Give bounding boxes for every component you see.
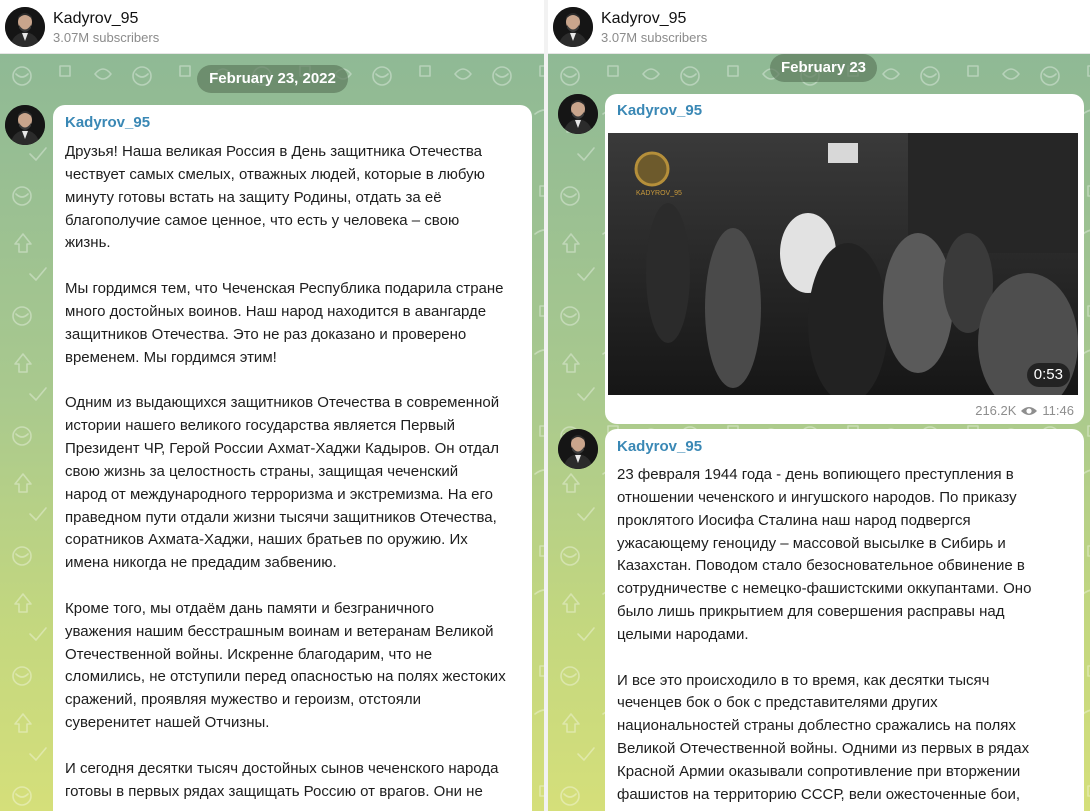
channel-header[interactable] [548, 0, 1090, 54]
eye-icon [1020, 405, 1038, 417]
date-pill: February 23 [770, 54, 877, 82]
channel-panel-right [548, 0, 1090, 811]
channel-name[interactable]: Kadyrov_95 [601, 10, 687, 27]
channel-name[interactable]: Kadyrov_95 [53, 10, 139, 27]
subscriber-count: 3.07M subscribers [53, 30, 160, 45]
video-post-bubble [605, 94, 1084, 424]
post-time: 11:46 [1042, 403, 1074, 418]
channel-avatar[interactable] [5, 7, 45, 47]
message-avatar[interactable] [558, 94, 598, 134]
chat-background [548, 54, 1090, 811]
channel-panel-left [0, 0, 544, 811]
date-pill: February 23, 2022 [197, 65, 348, 93]
message-avatar[interactable] [558, 429, 598, 469]
video-watermark: KADYROV_95 [636, 190, 682, 197]
avatar-icon [558, 94, 598, 134]
view-count: 216.2K [975, 403, 1017, 418]
video-player[interactable] [608, 133, 1078, 395]
video-duration: 0:53 [1027, 363, 1070, 387]
message-text: 23 февраля 1944 года - день вопиющего преступления в отношении чеченского и ингушского народов. По приказу проклятого Иосифа Сталина наш народ подвергся ужасающему геноциду – массовой высылке в Сибирь и Казахстан. Поводом стало безосновательное обвинение в сотрудничестве с немецко-фашистскими оккупантами. Оно было лишь прикрытием для совершения расправы над целыми народами. И все это происходило в то время, как десятки тысяч чеченцев бок о бок с представителями других национальностей страны доблестно сражались на полях Великой Отечественной войны. Одними из первых в рядах Красной Армии оказывали сопротивление при вторжении фашистов на территорию СССР, вели ожесточенные бои, [617, 466, 1032, 803]
message-text: Друзья! Наша великая Россия в День защитника Отечества чествует самых смелых, отважных людей, которые в любую минуту готовы встать на защиту Родины, отдать за её благополучие самое ценное, что есть у человека – свою жизнь. Мы гордимся тем, что Чеченская Республика подарила стране много достойных воинов. Наш народ находится в авангарде защитников Отечества. Это не раз доказано и проверено временем. Мы гордимся этим! Одним из выдающихся защитников Отечества в современной истории нашего великого государства является Первый Президент ЧР, Герой России Ахмат-Хаджи Кадыров. Он отдал свою жизнь за целостность страны, защищая чеченский народ от международного терроризма и экстремизма. На его праведном пути отдали жизни тысячи защитников Отечества, соратников Ахмата-Хаджи, наших братьев по оружию. Их имена никогда не предадим забвению. Кроме того, мы отдаём дань памяти и безграничного уважения нашим бесстрашным воинам и ветеранам Великой Отечественной войны. Искренне благодарим, что не сломились, не отступили перед опасностью на полях жестоких сражений, проявляя мужество и героизм, отстояли суверенитет нашей Отчизны. И сегодня десятки тысяч достойных сынов чеченского народа готовы в первых рядах защищать Россию от врагов. Они не [65, 143, 506, 800]
message-bubble [53, 105, 532, 811]
avatar-icon [558, 429, 598, 469]
message-bubble [605, 429, 1084, 811]
message-author[interactable]: Kadyrov_95 [617, 438, 703, 455]
subscriber-count: 3.07M subscribers [601, 30, 708, 45]
avatar-icon [553, 7, 593, 47]
message-author[interactable]: Kadyrov_95 [65, 114, 151, 131]
message-author[interactable]: Kadyrov_95 [617, 102, 703, 119]
video-thumbnail [608, 133, 1078, 395]
message-avatar[interactable] [5, 105, 45, 145]
channel-header[interactable] [0, 0, 544, 54]
channel-avatar[interactable] [553, 7, 593, 47]
chat-background [0, 54, 544, 811]
post-meta [975, 403, 1074, 418]
avatar-icon [5, 7, 45, 47]
avatar-icon [5, 105, 45, 145]
